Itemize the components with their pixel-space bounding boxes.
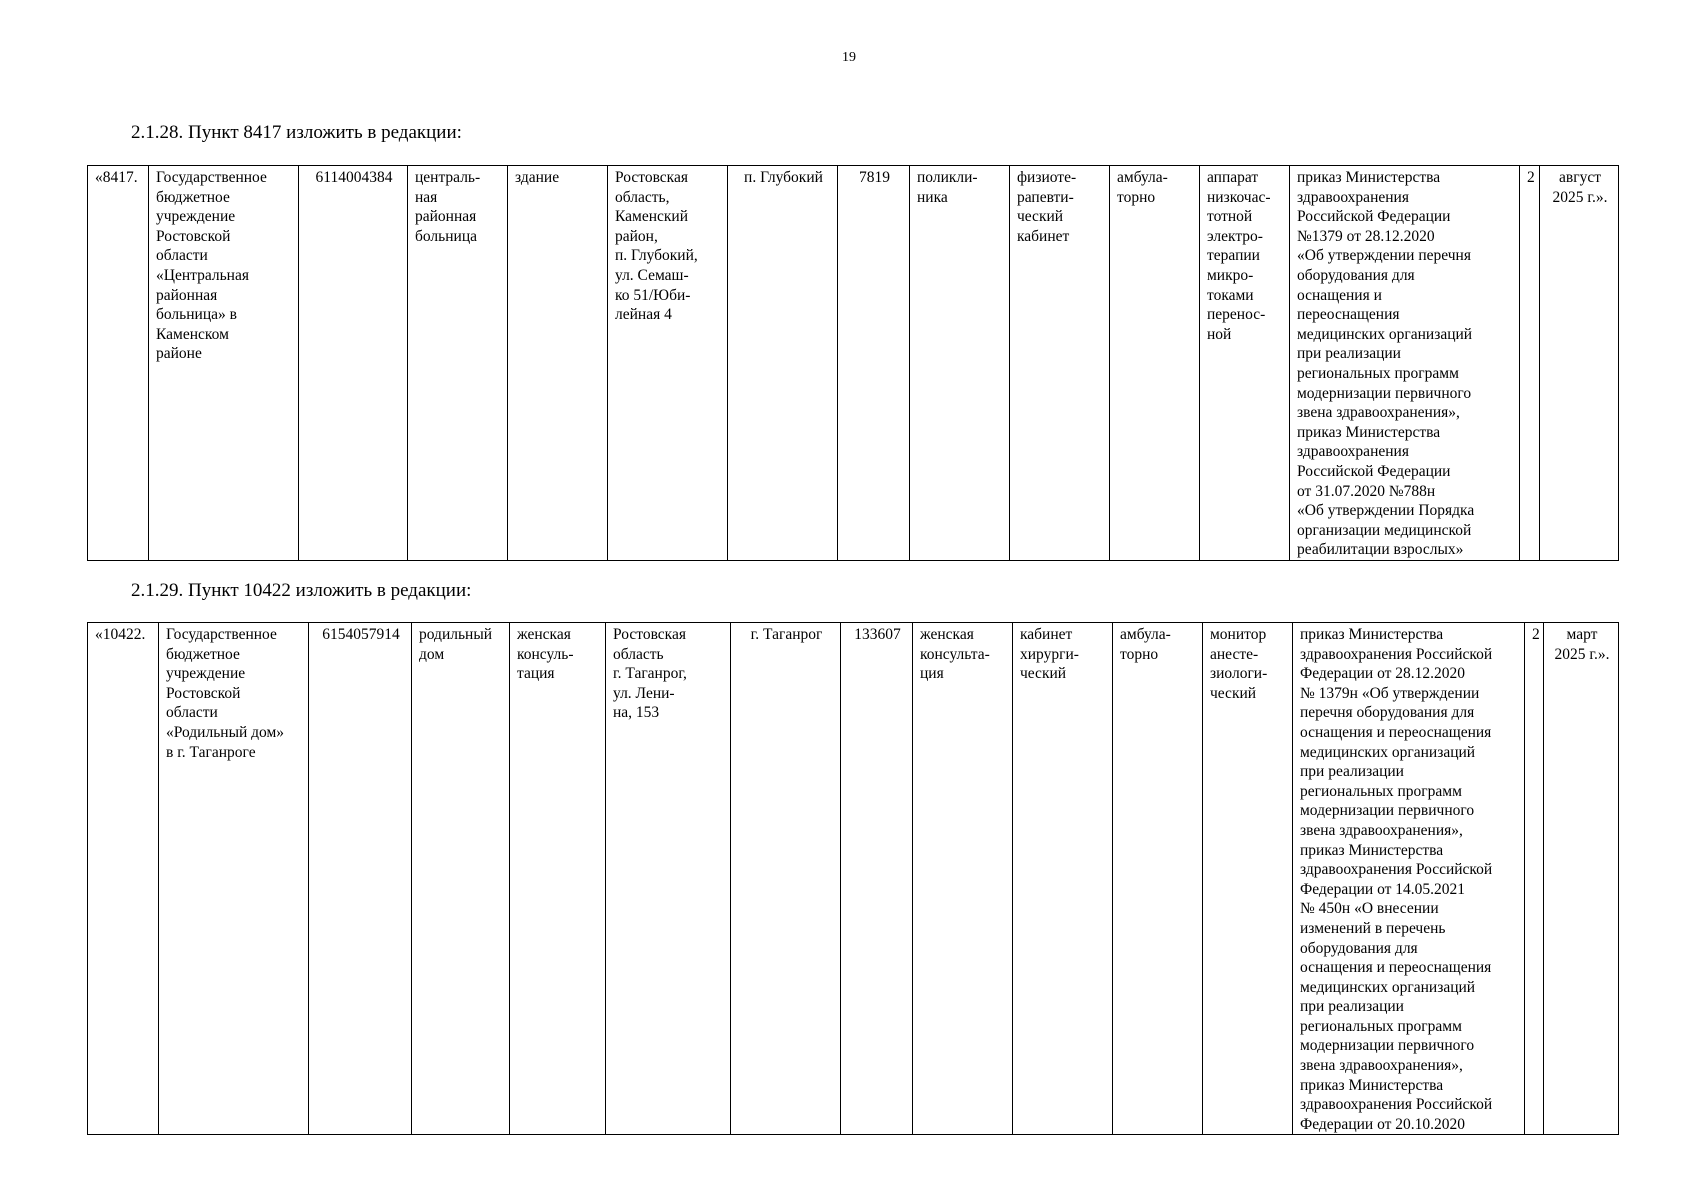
cell-org-type: централь- ная районная больница (408, 166, 508, 561)
cell-code: 133607 (841, 623, 913, 1135)
cell-institution: Государственное бюджетное учреждение Ростовской области «Центральная районная больница» в Каменском районе (149, 166, 299, 561)
cell-quantity: 2 (1520, 166, 1540, 561)
cell-room: кабинет хирурги- ческий (1013, 623, 1113, 1135)
cell-care-form: амбула- торно (1113, 623, 1203, 1135)
cell-locality: г. Таганрог (731, 623, 841, 1135)
cell-address: Ростовская область г. Таганрог, ул. Лени- на, 153 (606, 623, 731, 1135)
cell-institution: Государственное бюджетное учреждение Ростовской области «Родильный дом» в г. Таганроге (159, 623, 309, 1135)
cell-org-type: родильный дом (412, 623, 510, 1135)
amendment-table (87, 622, 1619, 1135)
cell-address: Ростовская область, Каменский район, п. Глубокий, ул. Семаш- ко 51/Юби- лейная 4 (608, 166, 728, 561)
cell-equipment: монитор анесте- зиологи- ческий (1203, 623, 1293, 1135)
cell-number: «8417. (88, 166, 149, 561)
cell-room: физиоте- рапевти- ческий кабинет (1010, 166, 1110, 561)
cell-object: женская консуль- тация (510, 623, 606, 1135)
cell-number: «10422. (88, 623, 159, 1135)
cell-inn: 6154057914 (309, 623, 412, 1135)
clause-heading: 2.1.28. Пункт 8417 изложить в редакции: (131, 122, 462, 143)
table-row (88, 623, 1619, 1135)
page-number: 19 (842, 50, 856, 65)
cell-locality: п. Глубокий (728, 166, 838, 561)
cell-quantity: 2 (1525, 623, 1544, 1135)
cell-date: август 2025 г.». (1540, 166, 1619, 561)
cell-care-form: амбула- торно (1110, 166, 1200, 561)
cell-unit: поликли- ника (910, 166, 1010, 561)
cell-equipment: аппарат низкочас- тотной электро- терапии микро- токами перенос- ной (1200, 166, 1290, 561)
cell-inn: 6114004384 (299, 166, 408, 561)
cell-legal-basis: приказ Министерства здравоохранения Российской Федерации от 28.12.2020 № 1379н «Об утверждении перечня оборудования для оснащения и переоснащения медицинских организаций при реализации региональных программ модернизации первичного звена здравоохранения», приказ Министерства здравоохранения Российской Федерации от 14.05.2021 № 450н «О внесении изменений в перечень оборудования для оснащения и переоснащения медицинских организаций при реализации региональных программ модернизации первичного звена здравоохранения», приказ Министерства здравоохранения Российской Федерации от 20.10.2020 (1293, 623, 1525, 1135)
clause-heading: 2.1.29. Пункт 10422 изложить в редакции: (131, 580, 472, 601)
table-row (88, 166, 1619, 561)
cell-unit: женская консульта- ция (913, 623, 1013, 1135)
amendment-table (87, 165, 1619, 561)
cell-legal-basis: приказ Министерства здравоохранения Российской Федерации №1379 от 28.12.2020 «Об утверждении перечня оборудования для оснащения и переоснащения медицинских организаций при реализации региональных программ модернизации первичного звена здравоохранения», приказ Министерства здравоохранения Российской Федерации от 31.07.2020 №788н «Об утверждении Порядка организации медицинской реабилитации взрослых» (1290, 166, 1520, 561)
cell-code: 7819 (838, 166, 910, 561)
cell-date: март 2025 г.». (1544, 623, 1619, 1135)
cell-object: здание (508, 166, 608, 561)
